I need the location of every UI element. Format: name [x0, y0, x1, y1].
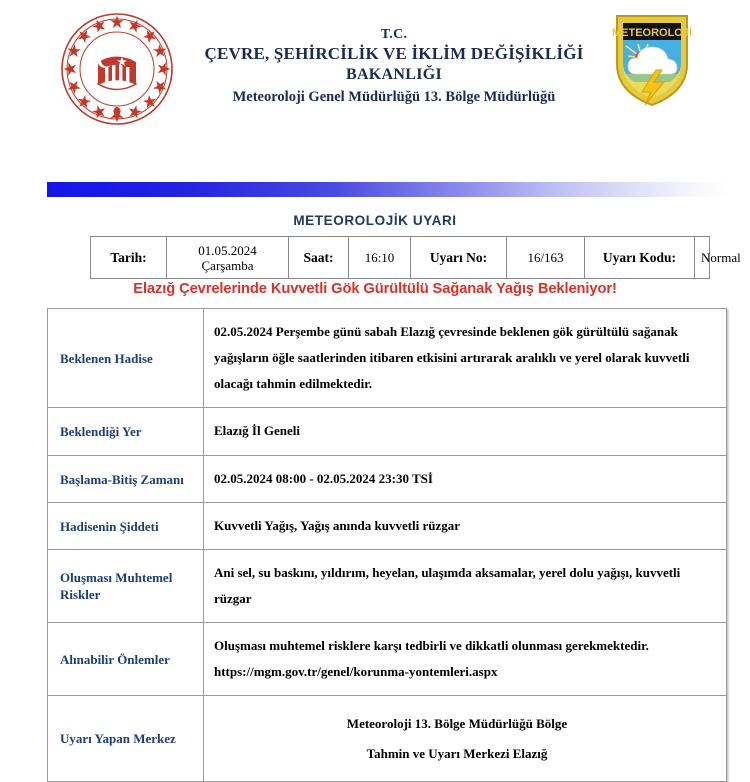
ministry-seal-logo — [58, 10, 176, 128]
table-row — [48, 309, 727, 408]
olusmasi-muhtemel-riskler-value: Ani sel, su baskını, yıldırım, heyelan, ulaşımda aksamalar, yerel dolu yağışı, kuvvetli rüzgar — [204, 550, 727, 623]
uyari-no-label: Uyarı No: — [411, 237, 507, 279]
tarih-value — [167, 237, 289, 279]
baslama-bitis-value: 02.05.2024 08:00 - 02.05.2024 23:30 TSİ — [204, 456, 727, 503]
uyari-kodu-value: Normal — [695, 237, 710, 279]
table-row — [48, 623, 727, 696]
table-row — [48, 550, 727, 623]
header-line-ministry: ÇEVRE, ŞEHİRCİLİK VE İKLİM DEĞİŞİKLİĞİ — [204, 44, 584, 63]
blue-gradient-divider — [47, 182, 729, 197]
tarih-date: 01.05.2024 — [198, 242, 257, 258]
table-row — [48, 696, 727, 782]
table-row — [91, 237, 710, 279]
header-line-tc: T.C. — [380, 27, 408, 42]
hadisenin-siddeti-value: Kuvvetli Yağış, Yağış anında kuvvetli rüzgar — [204, 503, 727, 550]
page-title: METEOROLOJİK UYARI — [293, 213, 457, 228]
table-row — [48, 408, 727, 456]
table-row — [48, 503, 727, 550]
beklendigi-yer-label: Beklendiği Yer — [48, 408, 204, 456]
baslama-bitis-label: Başlama-Bitiş Zamanı — [48, 456, 204, 503]
beklendigi-yer-value: Elazığ İl Geneli — [204, 408, 727, 456]
header-title-block — [176, 0, 612, 108]
document-header — [0, 0, 750, 132]
warning-meta-table — [90, 236, 741, 279]
header-line-department: Meteoroloji Genel Müdürlüğü 13. Bölge Müdürlüğü — [232, 89, 556, 105]
table-row — [48, 456, 727, 503]
alinabilir-onlemler-text: Oluşması muhtemel risklere karşı tedbirli ve dikkatli olunması gerekmektedir. — [214, 638, 649, 653]
saat-value: 16:10 — [349, 237, 411, 279]
shield-logo-text: METEOROLOJİ — [611, 27, 693, 39]
alinabilir-onlemler-label: Alınabilir Önlemler — [48, 623, 204, 696]
header-line-bakanlik: BAKANLIĞI — [345, 66, 443, 83]
tarih-weekday: Çarşamba — [201, 257, 254, 273]
hadisenin-siddeti-label: Hadisenin Şiddeti — [48, 503, 204, 550]
warning-headline: Elazığ Çevrelerinde Kuvvetli Gök Gürültülü Sağanak Yağış Bekleniyor! — [133, 281, 617, 297]
merkez-line-1: Meteoroloji 13. Bölge Müdürlüğü Bölge — [346, 715, 568, 731]
beklenen-hadise-label: Beklenen Hadise — [48, 309, 204, 408]
uyari-kodu-label: Uyarı Kodu: — [585, 237, 695, 279]
tarih-label: Tarih: — [91, 237, 167, 279]
saat-label: Saat: — [289, 237, 349, 279]
meteoroloji-shield-logo — [612, 12, 692, 108]
uyari-yapan-merkez-value — [204, 696, 727, 782]
merkez-line-2: Tahmin ve Uyarı Merkezi Elazığ — [366, 745, 548, 761]
olusmasi-muhtemel-riskler-label: Oluşması Muhtemel Riskler — [48, 550, 204, 623]
korunma-yontemleri-link[interactable]: https://mgm.gov.tr/genel/korunma-yontemleri.aspx — [214, 664, 498, 679]
beklenen-hadise-value: 02.05.2024 Perşembe günü sabah Elazığ çevresinde beklenen gök gürültülü sağanak yağışların öğle saatlerinden itibaren etkisini artırarak aralıklı ve yerel olarak kuvvetli olacağı tahmin edilmektedir. — [204, 309, 727, 408]
alinabilir-onlemler-value — [204, 623, 727, 696]
uyari-no-value: 16/163 — [507, 237, 585, 279]
uyari-yapan-merkez-label: Uyarı Yapan Merkez — [48, 696, 204, 782]
warning-details-table — [47, 308, 727, 782]
